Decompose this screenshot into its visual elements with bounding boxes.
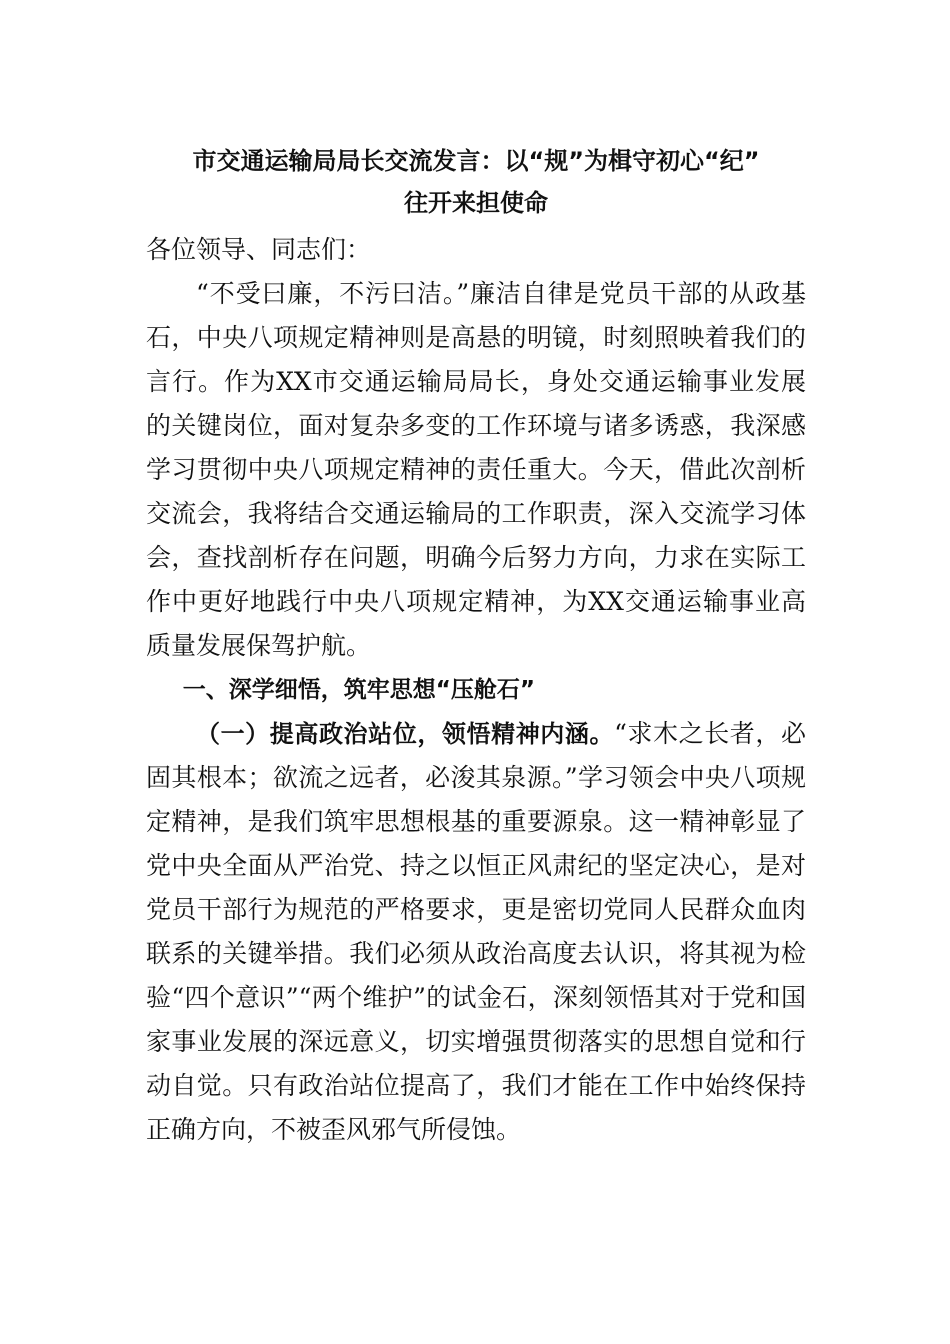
document-title xyxy=(132,140,820,224)
section-1-heading: 一、深学细悟，筑牢思想“压舱石” xyxy=(182,677,536,703)
document-body xyxy=(146,140,806,1152)
title-line-1: 市交通运输局局长交流发言：以“规”为楫守初心“纪” xyxy=(192,147,760,175)
title-line-2: 往开来担使命 xyxy=(404,189,548,217)
greeting: 各位领导、同志们： xyxy=(146,235,372,264)
subsection-1-paragraph xyxy=(146,712,806,1152)
subsection-1-body: “求木之长者，必固其根本；欲流之远者，必浚其泉源。”学习领会中央八项规定精神，是我们筑牢思想根基的重要源泉。这一精神彰显了党中央全面从严治党、持之以恒正风肃纪的坚定决心，是对党员干部行为规范的严格要求，更是密切党同人民群众血肉联系的关键举措。我们必须从政治高度去认识，将其视为检验“四个意识”“两个维护”的试金石，深刻领悟其对于党和国家事业发展的深远意义，切实增强贯彻落实的思想自觉和行动自觉。只有政治站位提高了，我们才能在工作中始终保持正确方向，不被歪风邪气所侵蚀。 xyxy=(146,719,806,1144)
subsection-1-heading: （一）提高政治站位，领悟精神内涵。 xyxy=(196,720,615,748)
intro-paragraph: “不受曰廉，不污曰洁。”廉洁自律是党员干部的从政基石，中央八项规定精神则是高悬的明镜，时刻照映着我们的言行。作为XX市交通运输局局长，身处交通运输事业发展的关键岗位，面对复杂多变的工作环境与诸多诱惑，我深感学习贯彻中央八项规定精神的责任重大。今天，借此次剖析交流会，我将结合交通运输局的工作职责，深入交流学习体会，查找剖析存在问题，明确今后努力方向，力求在实际工作中更好地践行中央八项规定精神，为XX交通运输事业高质量发展保驾护航。 xyxy=(146,279,806,660)
